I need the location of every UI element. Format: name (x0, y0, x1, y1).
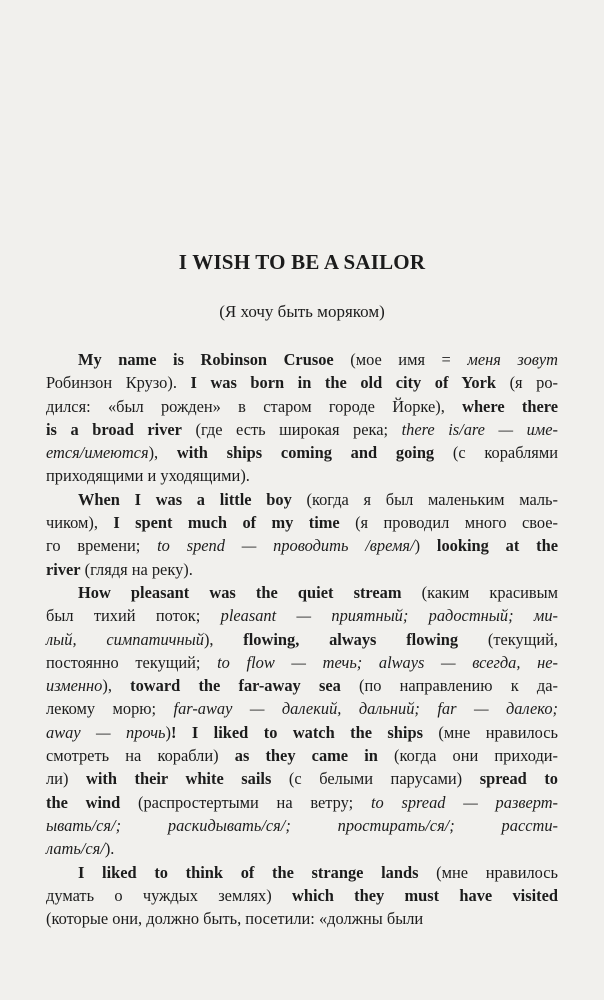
text-line (46, 744, 558, 767)
text-segment: ! I liked to watch the ships (170, 722, 423, 742)
text-line (46, 767, 558, 790)
text-line (46, 721, 558, 744)
text-segment: ), (148, 443, 177, 463)
text-line (46, 907, 558, 930)
text-segment: there is/are — име- (401, 419, 558, 439)
text-segment: ется/имеются (46, 443, 149, 463)
text-line (46, 697, 558, 720)
text-segment: ) (414, 536, 437, 556)
text-line (46, 581, 558, 604)
text-segment: (которые они, должно быть, посетили: «должны были (46, 909, 424, 929)
text-segment: (с белыми парусами) (271, 769, 480, 789)
text-line (46, 814, 558, 837)
text-segment: (когда они приходи- (377, 746, 559, 766)
text-segment: (мое имя = (333, 350, 468, 369)
text-segment: looking at the (436, 536, 558, 556)
text-segment: which they must have visited (292, 885, 558, 905)
text-segment: ), (203, 629, 244, 649)
text-line (46, 837, 558, 860)
text-line (46, 488, 558, 511)
text-segment: where there (462, 396, 558, 416)
text-segment: (с кораблями (434, 443, 558, 463)
text-segment: (текущий, (458, 629, 558, 649)
text-segment: the wind (46, 792, 121, 812)
text-segment: (распростертыми на ветру; (120, 792, 371, 812)
text-segment: I liked to think of the strange lands (78, 862, 419, 882)
text-segment: far-away — далекий, дальний; far — далеко; (173, 699, 558, 719)
text-segment: (по направлению к да- (340, 676, 558, 696)
text-segment: изменно (46, 676, 103, 696)
text-segment: (когда я был маленьким маль- (291, 489, 558, 509)
text-segment: (каким красивым (401, 582, 558, 602)
text-segment: ). (104, 839, 115, 859)
text-segment: го времени; (46, 536, 158, 556)
text-segment: (я ро- (496, 373, 559, 393)
text-line (46, 395, 558, 418)
text-segment: лекому морю; (46, 699, 174, 719)
text-segment: river (46, 559, 81, 579)
text-segment: лать/ся/ (46, 839, 105, 859)
chapter-subtitle: (Я хочу быть моряком) (219, 302, 385, 321)
text-segment: with ships coming and going (176, 443, 435, 463)
text-segment: My name is Robinson Crusoe (78, 350, 334, 369)
text-segment: How pleasant was the quiet stream (78, 582, 402, 602)
text-line (46, 651, 558, 674)
text-segment: I was born in the old city of York (190, 373, 497, 393)
text-segment: дился: «был рожден» в старом городе Йорке), (46, 396, 463, 416)
text-line (46, 861, 558, 884)
text-segment: I spent much of my time (113, 513, 340, 533)
text-segment: смотреть на корабли) (46, 746, 235, 766)
text-segment: is a broad river (46, 419, 182, 439)
text-line (46, 511, 558, 534)
text-segment: flowing, always flowing (243, 629, 459, 649)
text-line (46, 371, 558, 394)
text-segment: spread to (479, 769, 558, 789)
text-segment: был тихий поток; (46, 606, 221, 626)
text-segment: ) (165, 722, 171, 742)
text-line (46, 674, 558, 697)
text-segment: (мне нравилось (418, 862, 558, 882)
text-segment: ), (102, 676, 131, 696)
text-segment: (я проводил много свое- (339, 513, 558, 533)
text-segment: away — прочь (46, 722, 166, 742)
text-segment: лый, симпатичный (46, 629, 204, 649)
text-segment: приходящими и уходящими). (46, 466, 250, 486)
text-segment: ли) (46, 769, 86, 789)
text-segment: меня зовут (467, 350, 559, 369)
text-line (46, 534, 558, 557)
text-segment: (мне нравилось (422, 722, 559, 742)
text-segment: pleasant — приятный; радостный; ми- (220, 606, 558, 626)
text-segment: чиком), (46, 513, 114, 533)
text-segment: to spread — разверт- (370, 792, 559, 812)
text-segment: as they came in (234, 746, 378, 766)
text-line (46, 628, 558, 651)
text-segment: (глядя на реку). (80, 559, 193, 579)
text-line (46, 441, 558, 464)
text-line (46, 884, 558, 907)
text-segment: to flow — течь; always — всегда, не- (217, 652, 558, 672)
body-text (46, 348, 558, 930)
text-line (46, 791, 558, 814)
text-segment: toward the far-away sea (130, 676, 341, 696)
text-line (46, 464, 558, 487)
text-segment: постоянно текущий; (46, 652, 218, 672)
text-segment: (где есть широкая река; (181, 419, 402, 439)
chapter-title: I WISH TO BE A SAILOR (178, 250, 426, 274)
text-segment: When I was a little boy (78, 489, 292, 509)
text-line (46, 348, 558, 371)
text-segment: думать о чуждых землях) (46, 885, 292, 905)
text-segment: to spend — проводить /время/ (157, 536, 415, 556)
text-segment: with their white sails (85, 769, 272, 789)
text-line (46, 558, 558, 581)
text-line (46, 418, 558, 441)
text-segment: Робинзон Крузо). (46, 373, 191, 393)
text-line (46, 604, 558, 627)
text-segment: ывать/ся/; раскидывать/ся/; простирать/ся/; рассти- (46, 815, 558, 835)
